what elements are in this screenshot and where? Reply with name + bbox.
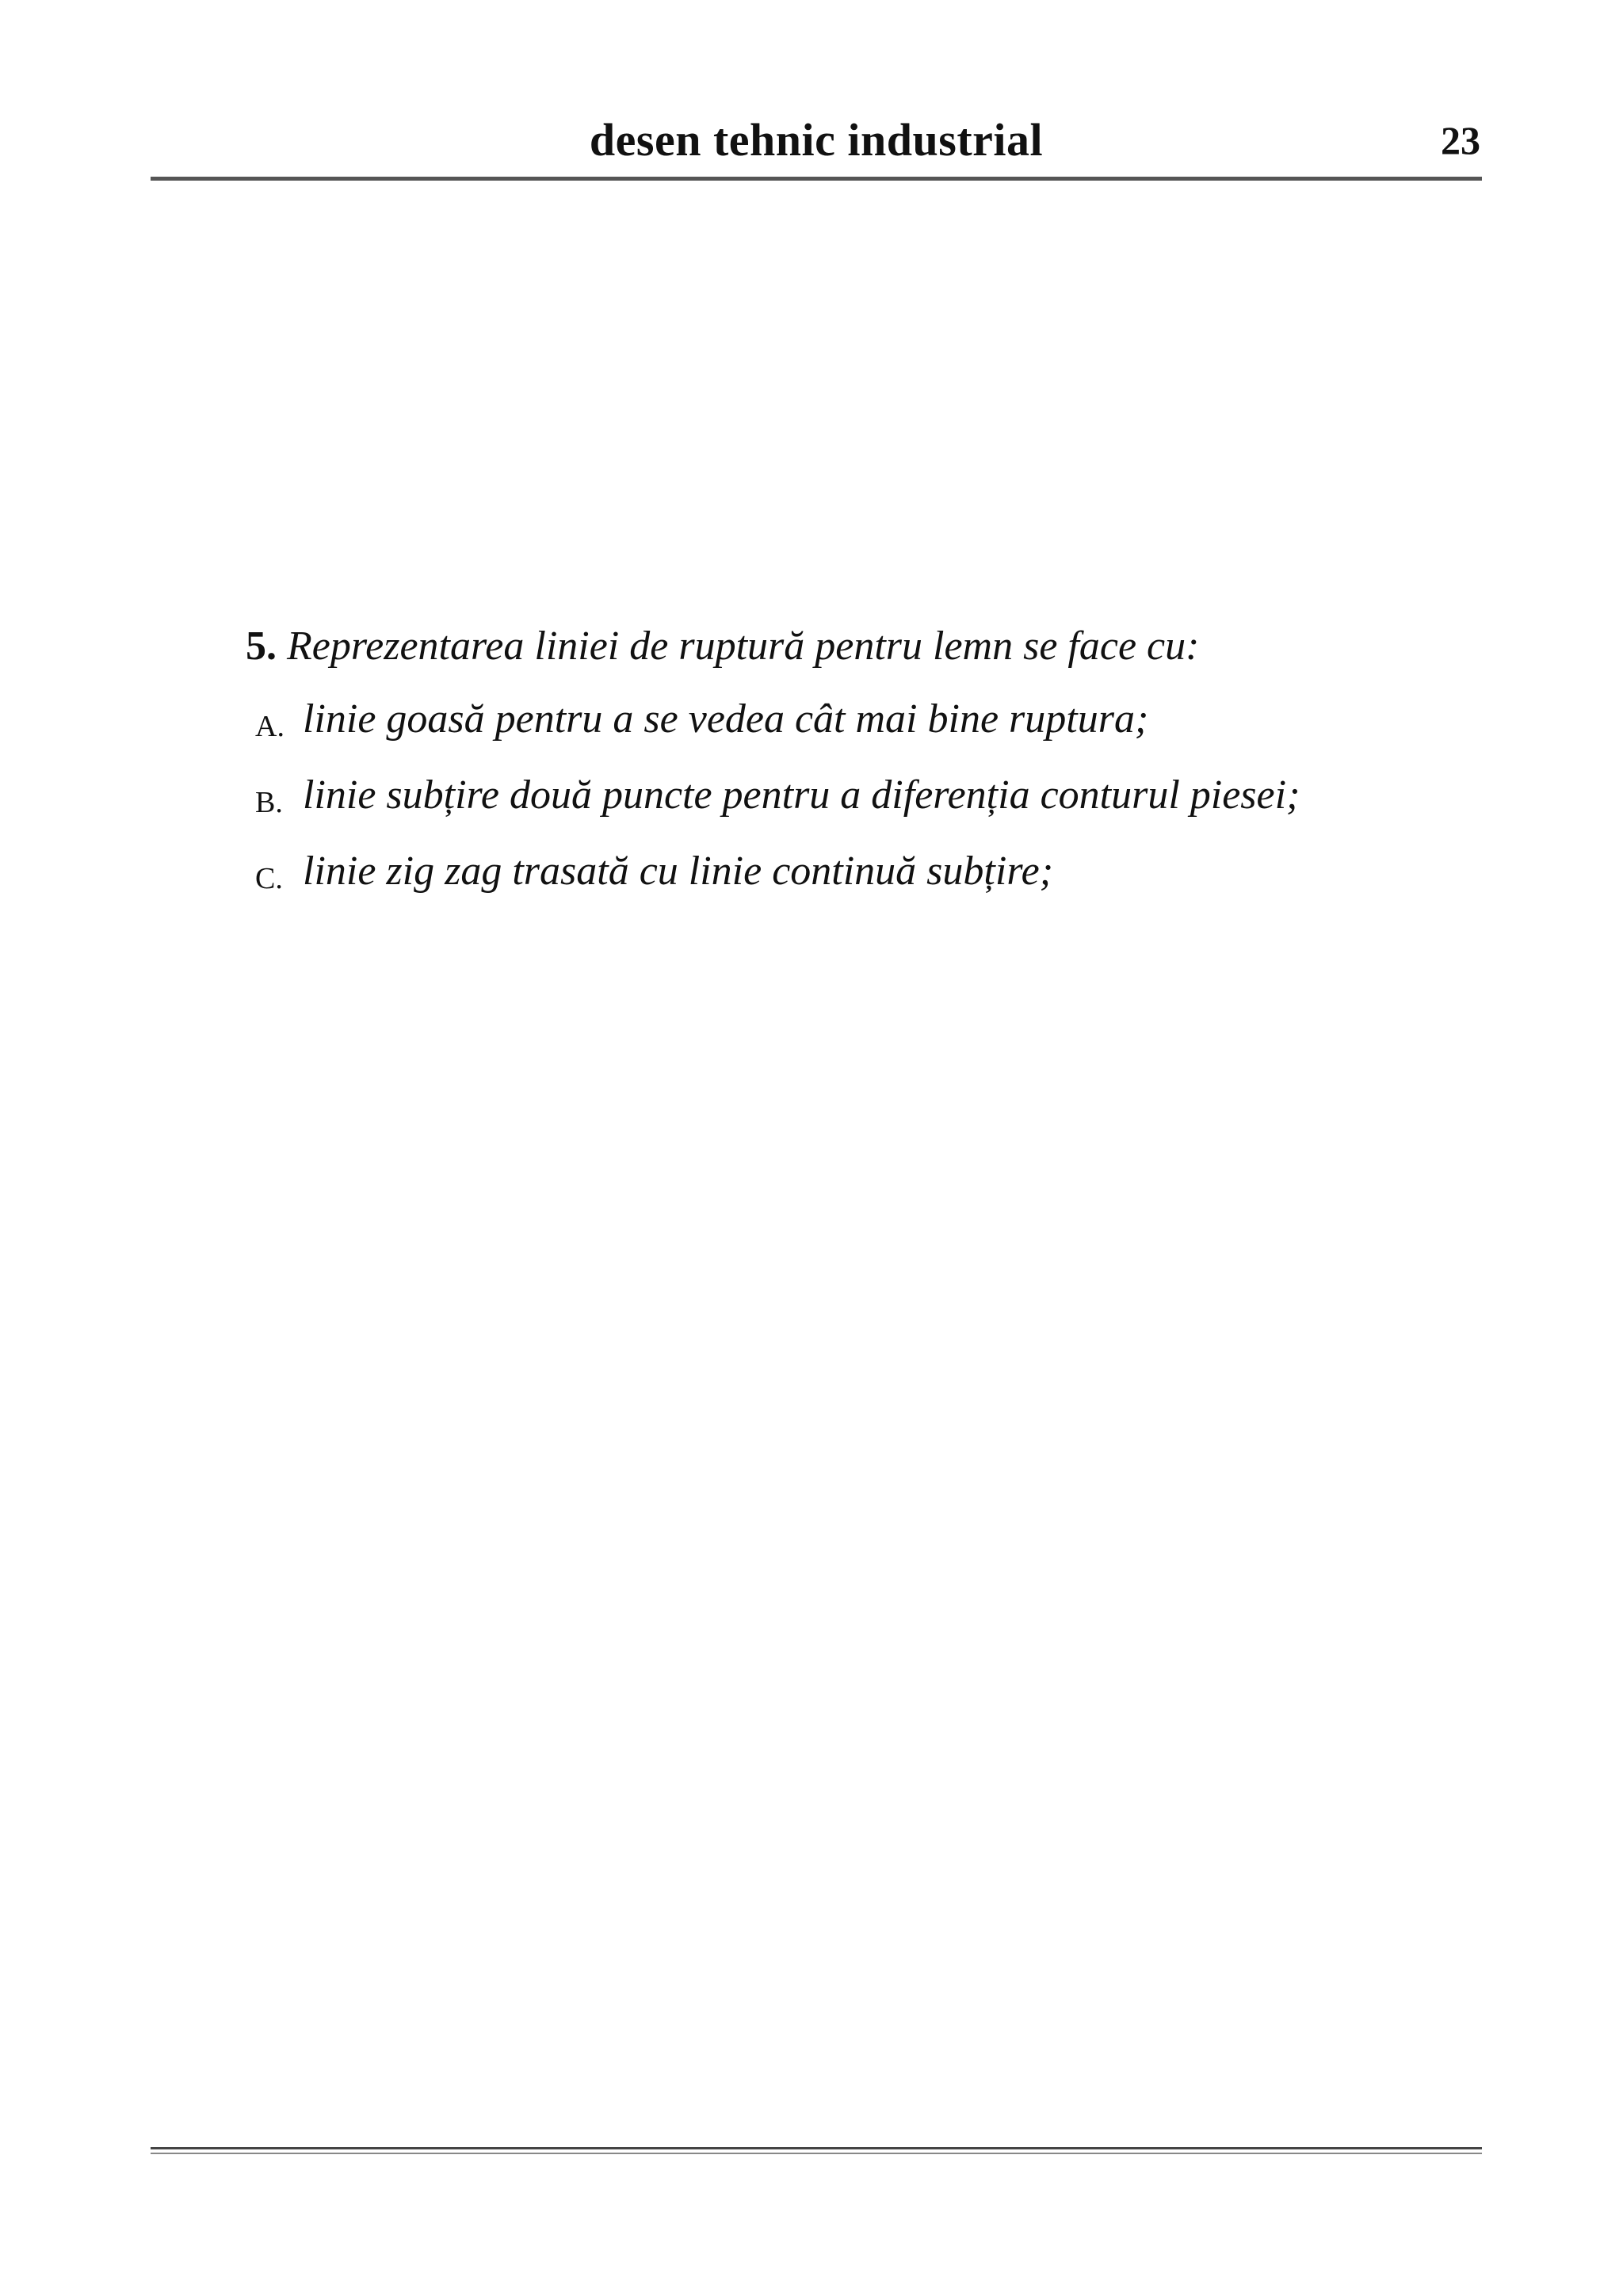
question-text: Reprezentarea liniei de ruptură pentru lemn se face cu: <box>287 624 1200 669</box>
option-b <box>246 772 1514 851</box>
header-title: desen tehnic industrial <box>589 114 1044 166</box>
option-c <box>246 851 1514 927</box>
option-b-text: linie subțire două puncte pentru a diferenția conturul piesei; <box>303 772 1300 818</box>
question-block <box>246 626 1514 927</box>
header-divider <box>151 177 1482 181</box>
option-a-letter: A. <box>255 710 285 743</box>
option-a-text: linie goasă pentru a se vedea cât mai bine ruptura; <box>303 696 1149 742</box>
option-c-text: linie zig zag trasată cu linie continuă subțire; <box>303 849 1054 894</box>
answer-options <box>246 696 1514 927</box>
option-a <box>246 696 1514 775</box>
footer-divider-bottom <box>151 2153 1482 2154</box>
option-b-letter: B. <box>255 786 283 819</box>
page-header <box>151 111 1482 182</box>
question-stem <box>246 626 1514 667</box>
question-number: 5. <box>246 624 277 669</box>
page-number: 23 <box>1441 118 1480 162</box>
footer-divider-top <box>151 2147 1482 2149</box>
option-c-letter: C. <box>255 862 283 895</box>
